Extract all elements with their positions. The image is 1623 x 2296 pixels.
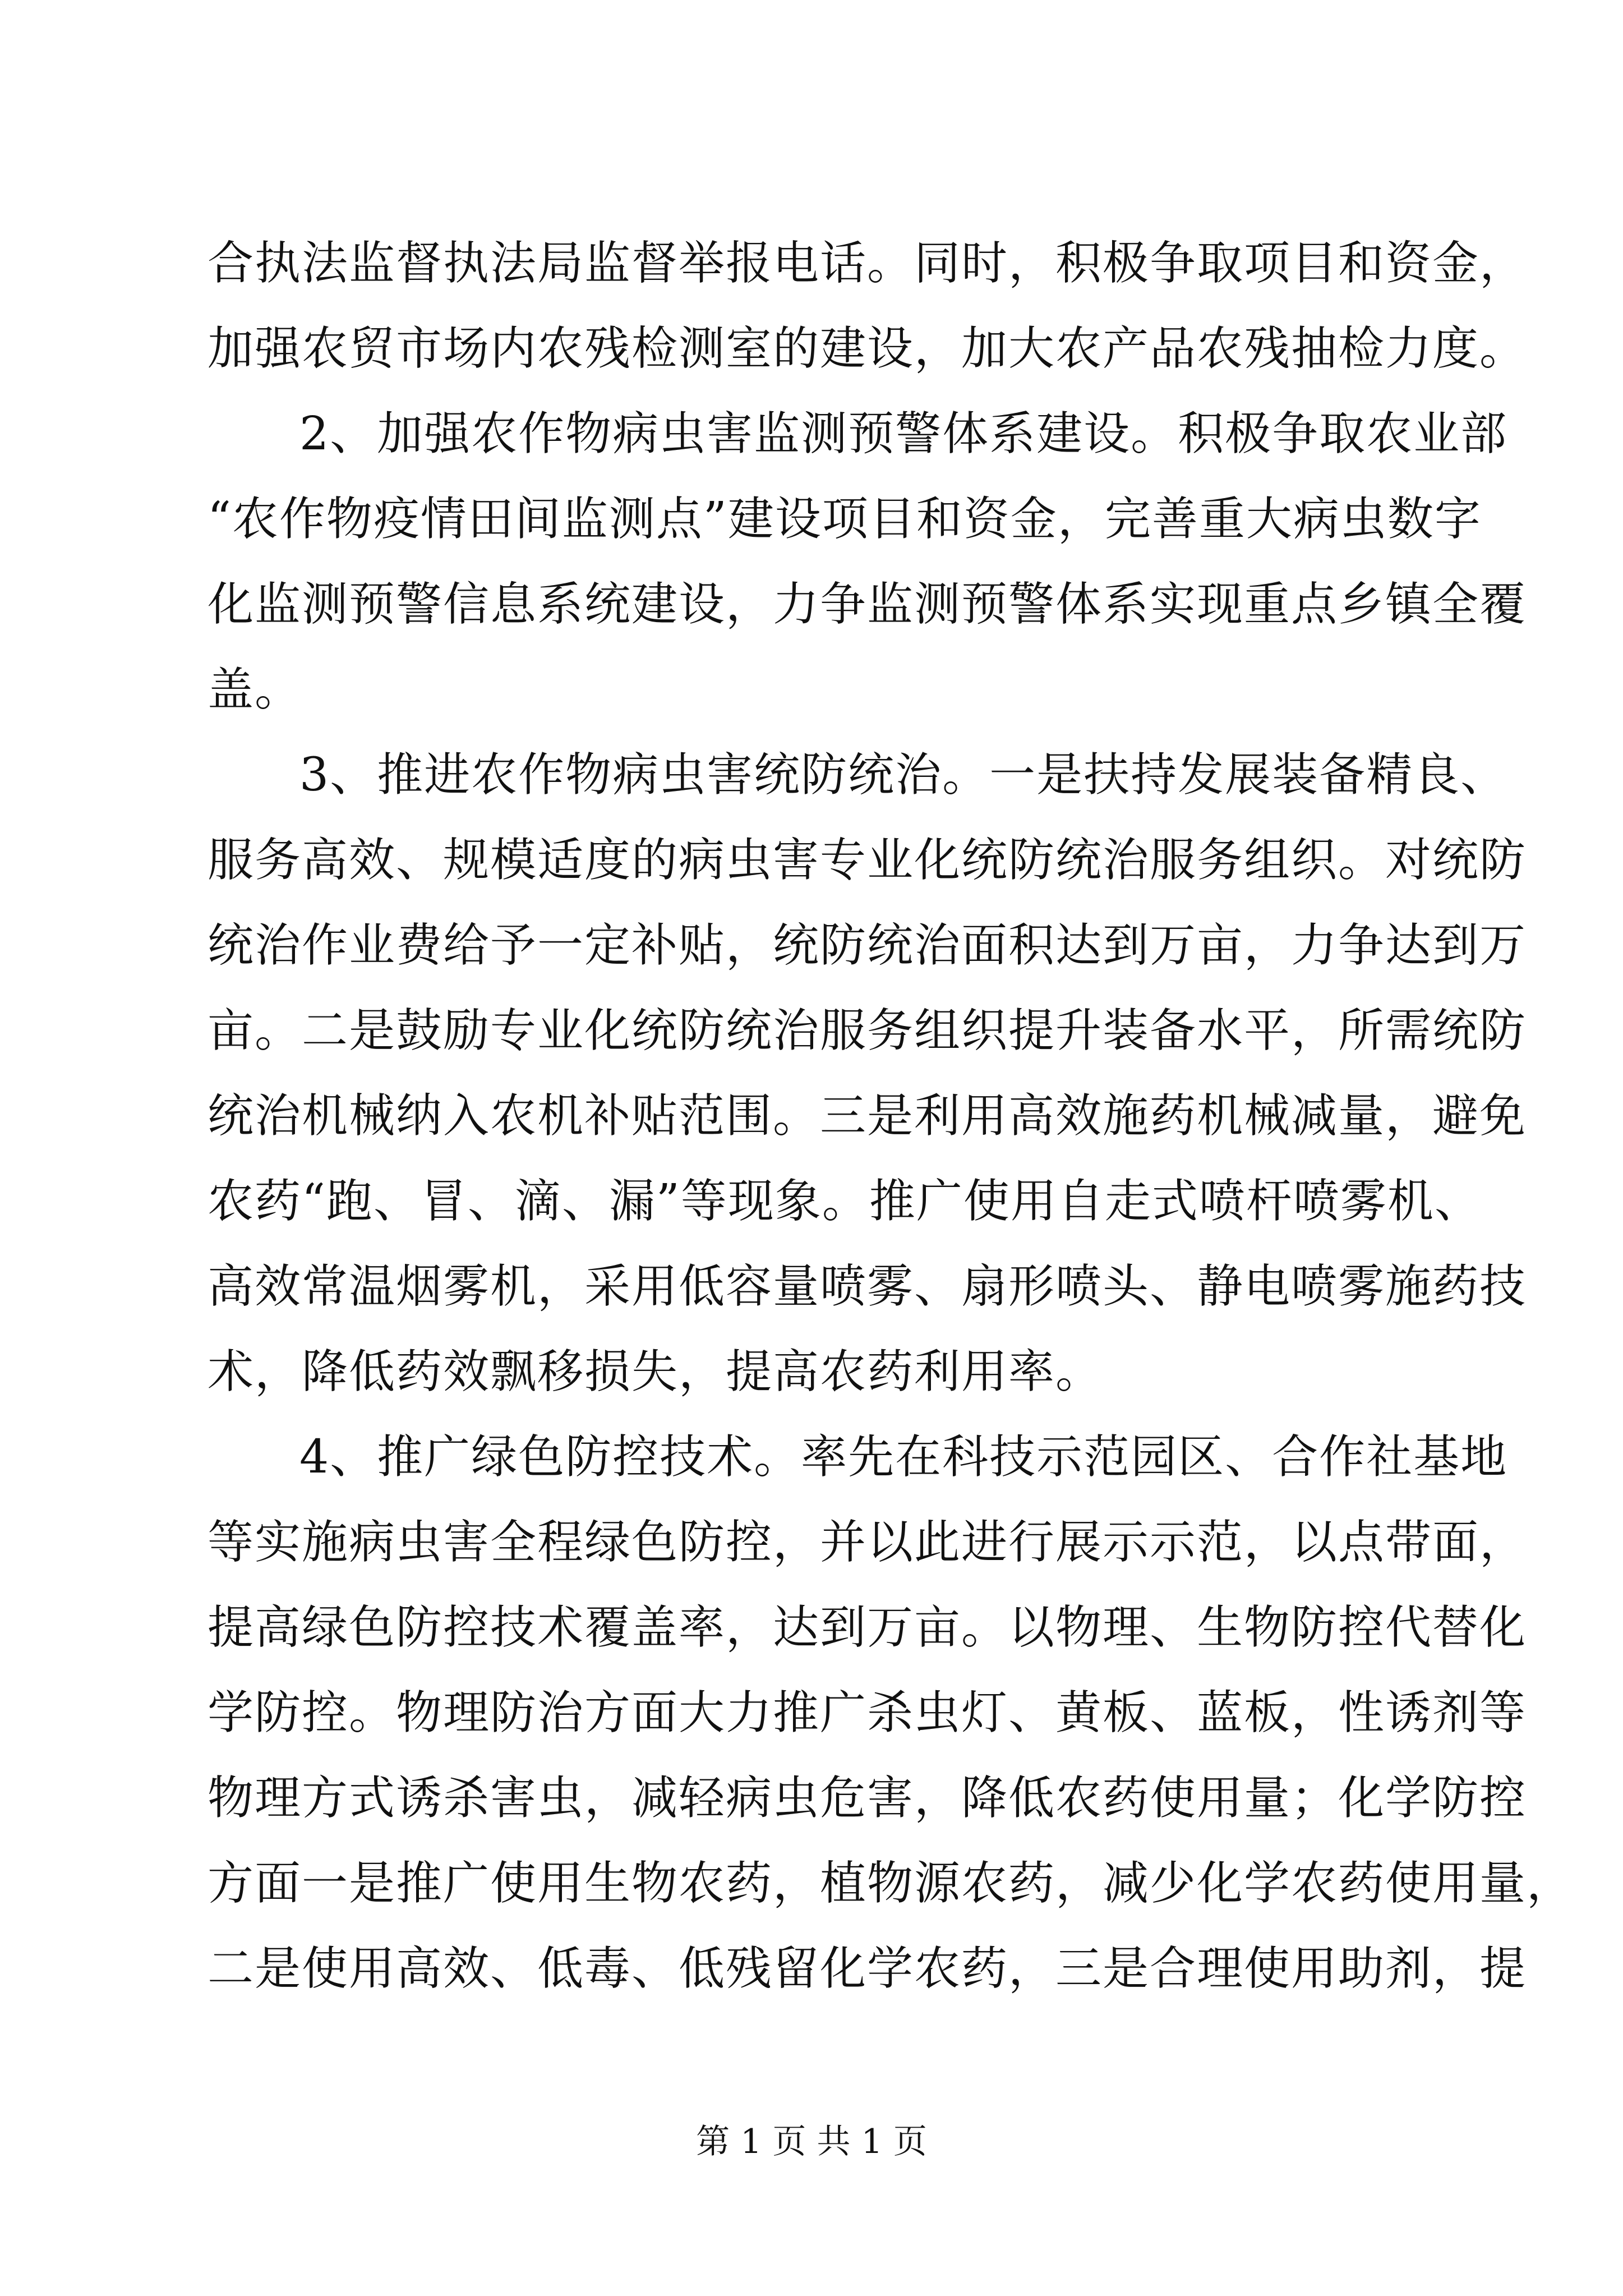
text-line: 高效常温烟雾机，采用低容量喷雾、扇形喷头、静电喷雾施药技 bbox=[208, 1260, 1527, 1313]
paragraph-end-line: 术，降低药效飘移损失，提高农药利用率。 bbox=[208, 1345, 1103, 1398]
text-line: 加强农贸市场内农残检测室的建设，加大农产品农残抽检力度。 bbox=[208, 322, 1527, 375]
text-line: 二是使用高效、低毒、低残留化学农药，三是合理使用助剂，提 bbox=[208, 1942, 1527, 1995]
text-line: 农药“跑、冒、滴、漏”等现象。推广使用自走式喷杆喷雾机、 bbox=[208, 1175, 1482, 1228]
text-line: “农作物疫情田间监测点”建设项目和资金，完善重大病虫数字 bbox=[208, 493, 1482, 546]
text-line: 统治机械纳入农机补贴范围。三是利用高效施药机械减量，避免 bbox=[208, 1089, 1527, 1143]
text-line: 服务高效、规模适度的病虫害专业化统防统治服务组织。对统防 bbox=[208, 834, 1527, 887]
paragraph-start-line: 2、加强农作物病虫害监测预警体系建设。积极争取农业部 bbox=[299, 407, 1508, 461]
paragraph-end-line: 盖。 bbox=[208, 663, 302, 716]
text-line: 亩。二是鼓励专业化统防统治服务组织提升装备水平，所需统防 bbox=[208, 1004, 1527, 1057]
text-line: 等实施病虫害全程绿色防控，并以此进行展示示范，以点带面， bbox=[208, 1516, 1527, 1569]
paragraph-start-line: 3、推进农作物病虫害统防统治。一是扶持发展装备精良、 bbox=[299, 748, 1508, 802]
text-line: 合执法监督执法局监督举报电话。同时，积极争取项目和资金， bbox=[208, 237, 1527, 290]
paragraph-start-line: 4、推广绿色防控技术。率先在科技示范园区、合作社基地 bbox=[299, 1430, 1508, 1484]
text-line: 物理方式诱杀害虫，减轻病虫危害，降低农药使用量；化学防控 bbox=[208, 1772, 1527, 1825]
text-line: 统治作业费给予一定补贴，统防统治面积达到万亩，力争达到万 bbox=[208, 919, 1527, 972]
text-line: 学防控。物理防治方面大力推广杀虫灯、黄板、蓝板，性诱剂等 bbox=[208, 1686, 1527, 1740]
text-line: 方面一是推广使用生物农药，植物源农药，减少化学农药使用量， bbox=[208, 1857, 1574, 1910]
text-line: 化监测预警信息系统建设，力争监测预警体系实现重点乡镇全覆 bbox=[208, 578, 1527, 631]
page-number-footer: 第 1 页 共 1 页 bbox=[696, 2122, 927, 2161]
text-line: 提高绿色防控技术覆盖率，达到万亩。以物理、生物防控代替化 bbox=[208, 1601, 1527, 1654]
